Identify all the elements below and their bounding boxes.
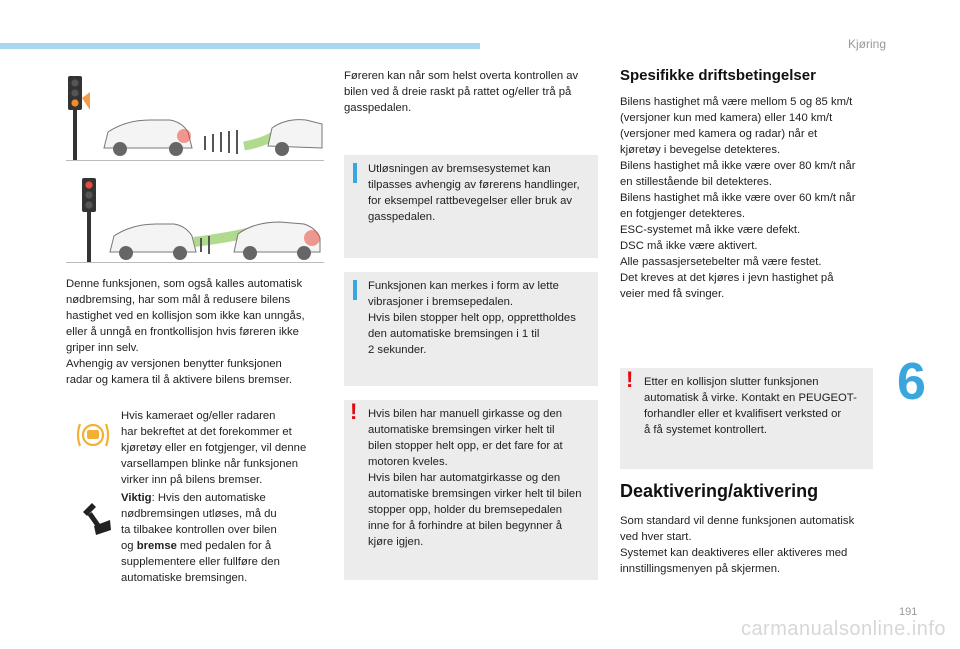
text-line: nødbremsingen utløses, må du bbox=[121, 508, 277, 520]
text-line: ved hver start. bbox=[620, 531, 692, 543]
text-line: tilpasses avhengig av førerens handlinger, bbox=[368, 179, 580, 191]
text-line: å få systemet kontrollert. bbox=[644, 424, 768, 436]
text-line: virker inn på bilens bremser. bbox=[121, 474, 263, 486]
text-line: ESC-systemet må ikke være defekt. bbox=[620, 224, 801, 236]
text-line: en fotgjenger detekteres. bbox=[620, 208, 745, 220]
text-line: en stillestående bil detekteres. bbox=[620, 176, 772, 188]
text-line: Bilens hastighet må ikke være over 80 km/t når bbox=[620, 160, 856, 172]
text-line: (versjoner med kamera og radar) når et bbox=[620, 128, 818, 140]
warning-box-body bbox=[644, 374, 867, 438]
text-line: hastighet ved en kollisjon som ikke kan unngås, bbox=[66, 310, 305, 322]
camera-note bbox=[121, 408, 331, 488]
text-line: automatiske bremsingen. bbox=[121, 572, 248, 584]
conditions-text bbox=[620, 94, 882, 302]
text-line: 2 sekunder. bbox=[368, 344, 427, 356]
text-line: innstillingsmenyen på skjermen. bbox=[620, 563, 781, 575]
top-accent-bar bbox=[0, 43, 480, 49]
page-number: 191 bbox=[899, 606, 918, 618]
text-line: kjøretøy i bevegelse detekteres. bbox=[620, 144, 781, 156]
section-heading-deactivation: Deaktivering/aktivering bbox=[620, 481, 819, 501]
text-line: nødbremsing, har som mål å redusere bilens bbox=[66, 294, 291, 306]
text-line: bilen stopper helt opp, er det fare for at bbox=[368, 440, 563, 452]
chapter-tab-number: 6 bbox=[897, 353, 926, 411]
text-line: Hvis bilen har manuell girkasse og den bbox=[368, 408, 563, 420]
warning-exclamation-icon: ! bbox=[350, 399, 358, 424]
text-line: Systemet kan deaktiveres eller aktiveres med bbox=[620, 547, 848, 559]
text-line bbox=[121, 490, 331, 506]
text-line: Etter en kollisjon slutter funksjonen bbox=[644, 376, 819, 388]
text-line: Bilens hastighet må være mellom 5 og 85 km/t bbox=[620, 96, 853, 108]
text-line: ta tilbakee kontrollen over bilen bbox=[121, 524, 277, 536]
chapter-title: Kjøring bbox=[847, 37, 886, 51]
text-line: bilen ved å dreie raskt på rattet og/eller trå på bbox=[344, 86, 572, 98]
text-line: griper inn selv. bbox=[66, 342, 139, 354]
info-box-body bbox=[368, 278, 592, 358]
text-fragment: og bbox=[121, 540, 137, 552]
text-line: Bilens hastighet må ikke være over 60 km/t når bbox=[620, 192, 856, 204]
text-line: Hvis bilen stopper helt opp, opprettholdes bbox=[368, 312, 576, 324]
brake-keyword: bremse bbox=[136, 540, 177, 552]
text-line: supplementere eller fullføre den bbox=[121, 556, 280, 568]
text-line: gasspedalen. bbox=[344, 102, 412, 114]
info-box-vibrations bbox=[344, 272, 598, 386]
brake-pedal-icon bbox=[80, 500, 112, 538]
text-line: (versjoner kun med kamera) eller 140 km/t bbox=[620, 112, 833, 124]
text-line: vibrasjoner i bremsepedalen. bbox=[368, 296, 514, 308]
text-line: Føreren kan når som helst overta kontrollen av bbox=[344, 70, 579, 82]
text-line: inne for å forhindre at bilen begynner å bbox=[368, 520, 563, 532]
text-line: automatisk å virke. Kontakt en PEUGEOT- bbox=[644, 392, 857, 404]
text-line: stopper opp, holder du bremsepedalen bbox=[368, 504, 563, 516]
text-line: Hvis bilen har automatgirkasse og den bbox=[368, 472, 561, 484]
important-label: Viktig bbox=[121, 492, 152, 504]
text-line: varsellampen blinke når funksjonen bbox=[121, 458, 299, 470]
text-line: Hvis kameraet og/eller radaren bbox=[121, 410, 276, 422]
text-line: Avhengig av versjonen benytter funksjonen bbox=[66, 358, 282, 370]
activation-text bbox=[620, 513, 882, 577]
text-line: automatiske bremsingen virker helt til bilen bbox=[368, 488, 582, 500]
text-line: motoren kveles. bbox=[368, 456, 448, 468]
info-marker bbox=[353, 163, 357, 183]
info-box-body bbox=[368, 161, 592, 225]
text-line: automatiske bremsingen virker helt til bbox=[368, 424, 555, 436]
info-box-adaptive bbox=[344, 155, 598, 258]
warning-box-gearbox bbox=[344, 400, 598, 580]
warning-box-collision bbox=[620, 368, 873, 469]
text-line: for eksempel rattbevegelser eller bruk av bbox=[368, 195, 573, 207]
text-line: Som standard vil denne funksjonen automatisk bbox=[620, 515, 855, 527]
info-marker bbox=[353, 280, 357, 300]
illustration-car-approaching bbox=[66, 70, 324, 161]
driver-override-text bbox=[344, 68, 600, 116]
text-fragment: med pedalen for å bbox=[176, 540, 272, 552]
text-line: veier med få svinger. bbox=[620, 288, 725, 300]
text-line bbox=[121, 538, 331, 554]
text-line: kjøre igjen. bbox=[368, 536, 424, 548]
warning-exclamation-icon: ! bbox=[626, 367, 634, 392]
warning-lamp-icon bbox=[76, 420, 110, 450]
warning-box-body bbox=[368, 406, 592, 550]
intro-paragraph bbox=[66, 276, 328, 388]
text-line: Funksjonen kan merkes i form av lette bbox=[368, 280, 559, 292]
watermark: carmanualsonline.info bbox=[740, 618, 946, 640]
text-line: Det kreves at det kjøres i jevn hastighet på bbox=[620, 272, 834, 284]
text-line: Utløsningen av bremsesystemet kan bbox=[368, 163, 551, 175]
text-line: Alle passasjersetebelter må være festet. bbox=[620, 256, 822, 268]
text-line: eller å unngå en frontkollisjon hvis føreren ikke bbox=[66, 326, 299, 338]
text-line: den automatiske bremsingen i 1 til bbox=[368, 328, 540, 340]
text-line: kjøretøy eller en fotgjenger, vil denne bbox=[121, 442, 307, 454]
section-heading-conditions: Spesifikke driftsbetingelser bbox=[620, 67, 816, 84]
text-line: har bekreftet at det forekommer et bbox=[121, 426, 292, 438]
text-fragment: : Hvis den automatiske bbox=[151, 492, 266, 504]
important-note bbox=[121, 490, 331, 586]
text-line: Denne funksjonen, som også kalles automatisk bbox=[66, 278, 303, 290]
text-line: radar og kamera til å aktivere bilens bremser. bbox=[66, 374, 293, 386]
text-line: gasspedalen. bbox=[368, 211, 436, 223]
illustration-emergency-braking bbox=[66, 172, 324, 263]
text-line: DSC må ikke være aktivert. bbox=[620, 240, 758, 252]
text-line: forhandler eller et kvalifisert verksted or bbox=[644, 408, 842, 420]
